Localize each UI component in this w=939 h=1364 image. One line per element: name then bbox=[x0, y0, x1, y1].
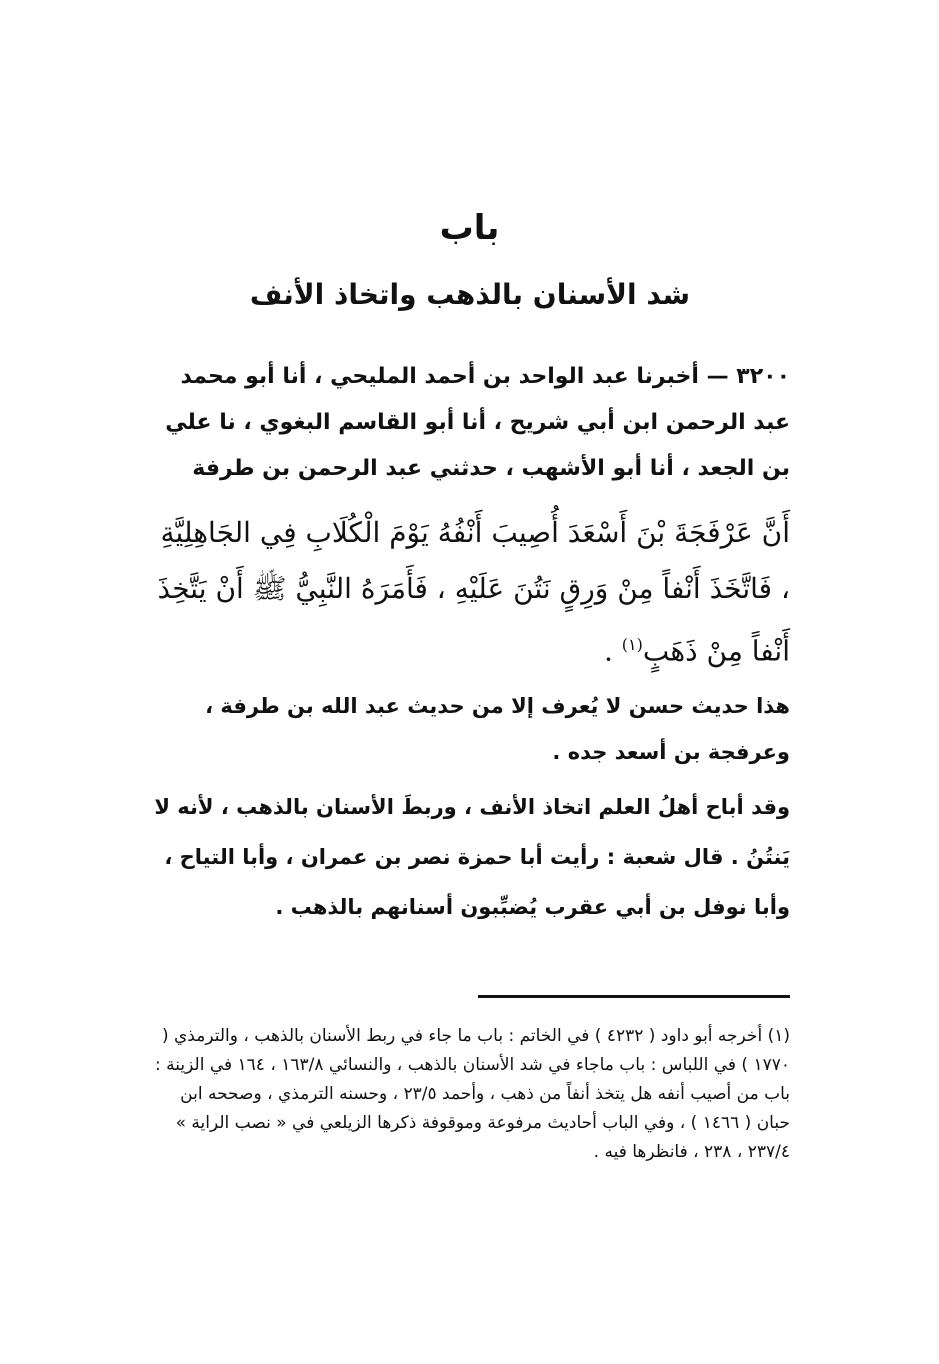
hadith-number: ٣٢٠٠ bbox=[736, 364, 790, 389]
matn-end: . bbox=[603, 634, 622, 668]
scholarly-ruling-paragraph: وقد أباح أهلُ العلم اتخاذ الأنف ، وربطَ الأسنان بالذهب ، لأنه لا يَنتُنُ . قال شعبة : رأيت أبا حمزة نصر بن عمران ، وأبا التياح ، وأبا نوفل بن أبي عقرب يُضبِّبون أسنانهم بالذهب . bbox=[154, 795, 790, 919]
footnote-divider bbox=[478, 995, 790, 998]
isnad-text: — أخبرنا عبد الواحد بن أحمد المليحي ، أنا أبو محمد عبد الرحمن ابن أبي شريح ، أنا أبو القاسم البغوي ، نا علي بن الجعد ، أنا أبو الأشهب ، حدثني عبد الرحمن بن طرفة bbox=[165, 364, 790, 481]
chapter-title: شد الأسنان بالذهب واتخاذ الأنف bbox=[249, 278, 691, 311]
hadith-matn bbox=[150, 505, 790, 679]
matn-text: أَنَّ عَرْفَجَةَ بْنَ أَسْعَدَ أُصِيبَ أَنْفُهُ يَوْمَ الْكُلَابِ فِي الجَاهِلِيَّةِ ، فَاتَّخَذَ أَنْفاً مِنْ وَرِقٍ نَتُنَ عَلَيْهِ ، فَأَمَرَهُ النَّبِيُّ ﷺ أَنْ يَتَّخِذَ أَنْفاً مِنْ ذَهَبٍ bbox=[157, 516, 790, 668]
footnote-reference: (١) bbox=[621, 635, 643, 654]
chapter-label: باب bbox=[439, 208, 500, 248]
footnote: (١) أخرجه أبو داود ( ٤٢٣٢ ) في الخاتم : باب ما جاء في ربط الأسنان بالذهب ، والترمذي ( ١٧٧٠ ) في اللباس : باب ماجاء في شد الأسنان بالذهب ، والنسائي ١٦٣/٨ ، ١٦٤ في الزينة : باب من أصيب أنفه هل يتخذ أنفاً من ذهب ، وأحمد ٢٣/٥ ، وحسنه الترمذي ، وصححه ابن حبان ( ١٤٦٦ ) ، وفي الباب أحاديث مرفوعة وموقوفة ذكرها الزيلعي في « نصب الراية » ٢٣٧/٤ ، ٢٣٨ ، فانظرها فيه . bbox=[155, 1026, 790, 1162]
hadith-grading-comment: هذا حديث حسن لا يُعرف إلا من حديث عبد الله بن طرفة ، وعرفجة بن أسعد جده . bbox=[205, 694, 790, 764]
hadith-isnad bbox=[150, 354, 790, 492]
